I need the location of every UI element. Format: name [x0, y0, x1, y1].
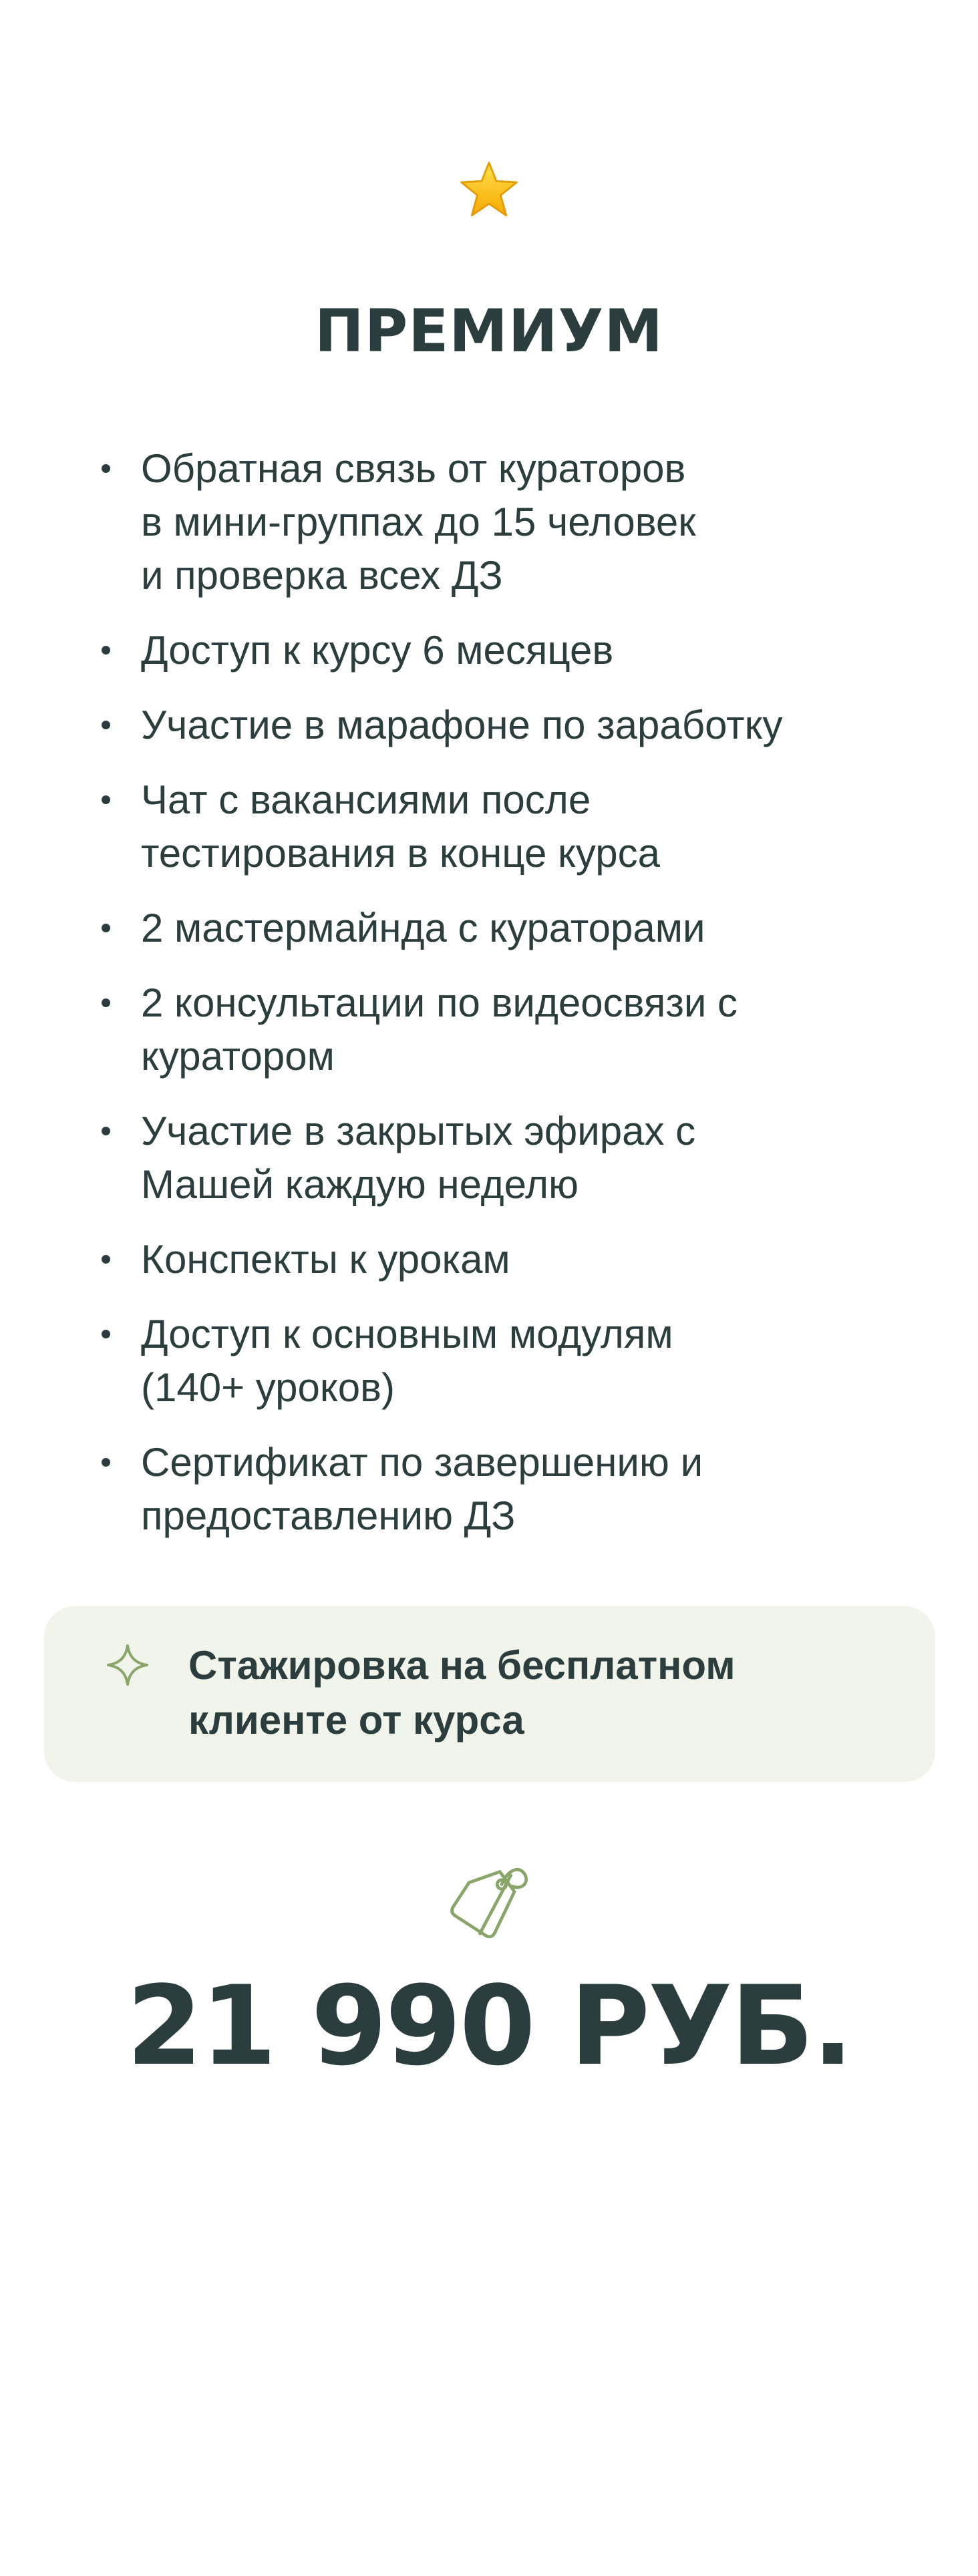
- feature-item: [99, 699, 894, 752]
- bullet-icon: [102, 998, 110, 1007]
- bullet-icon: [102, 1458, 110, 1467]
- feature-item: [99, 1436, 894, 1543]
- bullet-icon: [102, 795, 110, 804]
- feature-item: [99, 1105, 894, 1212]
- price: 21 990 РУБ.: [126, 1962, 852, 2090]
- bullet-icon: [102, 1127, 110, 1135]
- price-tag-icon: [444, 1855, 534, 1946]
- bullet-icon: [102, 1330, 110, 1338]
- bullet-icon: [102, 646, 110, 655]
- feature-item: [99, 442, 894, 602]
- bonus-text: Стажировка на бесплатном клиенте от курса: [188, 1643, 736, 1742]
- bonus-box: [44, 1606, 935, 1782]
- feature-text: Участие в закрытых эфирах с Машей каждую неделю: [141, 1109, 696, 1207]
- sparkle-icon: [106, 1643, 150, 1687]
- feature-text: 2 консультации по видеосвязи с куратором: [141, 980, 738, 1079]
- feature-text: 2 мастермайнда с кураторами: [141, 906, 705, 950]
- plan-title: ПРЕМИУМ: [315, 297, 663, 365]
- feature-item: [99, 902, 894, 955]
- feature-item: [99, 976, 894, 1083]
- feature-item: [99, 1233, 894, 1286]
- bullet-icon: [102, 924, 110, 932]
- feature-text: Доступ к курсу 6 месяцев: [141, 628, 614, 673]
- feature-text: Сертификат по завершению и предоставлению ДЗ: [141, 1440, 703, 1538]
- feature-text: Конспекты к урокам: [141, 1237, 510, 1282]
- feature-list: [99, 442, 894, 1564]
- feature-item: [99, 773, 894, 880]
- star-icon: [458, 159, 520, 220]
- feature-text: Чат с вакансиями после тестирования в конце курса: [141, 777, 660, 876]
- feature-item: [99, 1308, 894, 1415]
- feature-text: Доступ к основным модулям (140+ уроков): [141, 1312, 673, 1410]
- bullet-icon: [102, 1255, 110, 1264]
- bullet-icon: [102, 464, 110, 473]
- feature-item: [99, 624, 894, 677]
- bullet-icon: [102, 721, 110, 729]
- feature-text: Участие в марафоне по заработку: [141, 703, 783, 747]
- feature-text: Обратная связь от кураторов в мини-группах до 15 человек и проверка всех ДЗ: [141, 446, 696, 598]
